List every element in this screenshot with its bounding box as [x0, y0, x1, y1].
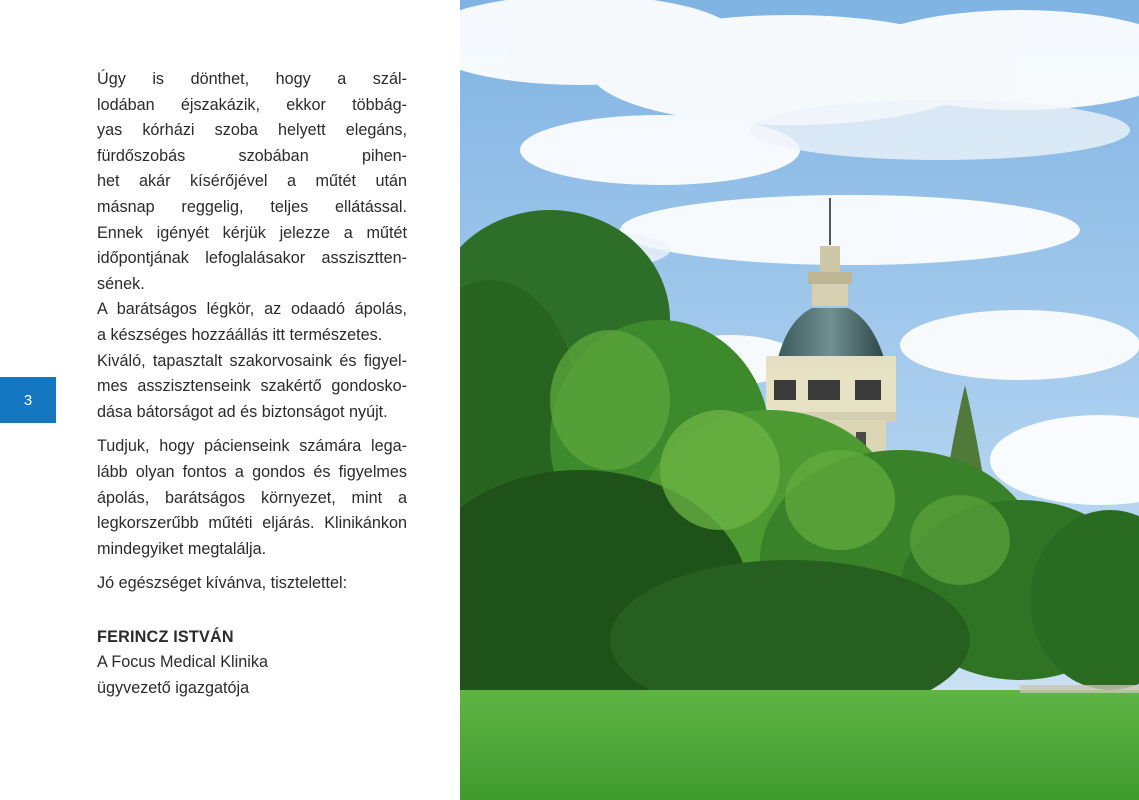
page-number-tab [0, 377, 56, 423]
letter-line: Ennek igényét kérjük jelezze a műtét [97, 223, 407, 242]
letter-line: Úgy is dönthet, hogy a szál- [97, 70, 407, 88]
left-page [0, 0, 460, 800]
letter-line: időpontjának lefoglalásakor asszisztten- [97, 249, 407, 268]
letter-line: yas kórházi szoba helyett elegáns, [97, 121, 407, 140]
lawn [460, 690, 1139, 800]
letter-line: sének. [97, 274, 145, 293]
letter-line: lább olyan fontos a gondos és figyelmes [97, 462, 407, 481]
letter-line: ápolás, barátságos környezet, mint a [97, 488, 407, 507]
letter-line: het akár kísérőjével a műtét után [97, 172, 407, 191]
letter-line: legkorszerűbb műtéti eljárás. Klinikánkon [97, 514, 407, 533]
signer-organization: A Focus Medical Klinika [97, 653, 268, 672]
letter-line: A barátságos légkör, az odaadó ápolás, [97, 300, 407, 319]
page-number: 3 [23, 391, 33, 409]
letter-line: lodában éjszakázik, ekkor többág- [97, 95, 407, 114]
letter-line: a készséges hozzáállás itt természetes. [97, 325, 383, 344]
letter-line: dása bátorságot ad és biztonságot nyújt. [97, 402, 388, 421]
letter-line: mindegyiket megtalálja. [97, 539, 267, 558]
letter-line: fürdőszobás szobában pihen- [97, 146, 407, 165]
letter-body [97, 67, 407, 702]
letter-line: Tudjuk, hogy pácienseink számára lega- [97, 437, 407, 456]
letter-line: mes asszisztenseink szakértő gondosko- [97, 377, 407, 396]
photo-illustration [460, 0, 1139, 800]
signer-title: ügyvezető igazgatója [97, 679, 250, 698]
signer-name: FERINCZ ISTVÁN [97, 627, 234, 646]
letter-line: másnap reggelig, teljes ellátással. [97, 197, 407, 216]
park-water-tower-photo [460, 0, 1139, 800]
letter-line: Kiváló, tapasztalt szakorvosaink és figyel- [97, 351, 407, 370]
closing-line: Jó egészséget kívánva, tisztelettel: [97, 574, 348, 593]
